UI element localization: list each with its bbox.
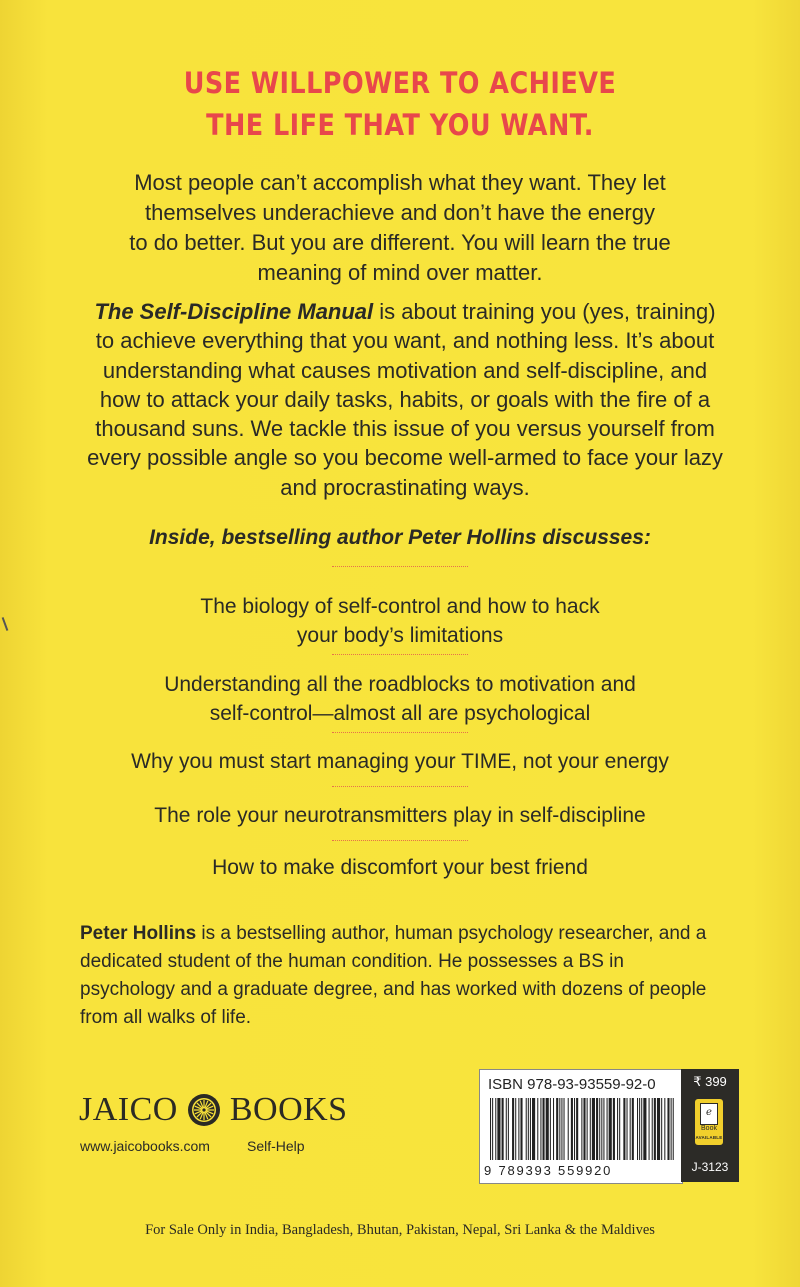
description-line [60, 297, 750, 326]
intro-line: Most people can’t accomplish what they want. They let [134, 170, 666, 195]
ebook-icon [700, 1103, 718, 1125]
description-line: to achieve everything that you want, and nothing less. It’s about [95, 328, 715, 354]
barcode-bar [607, 1098, 608, 1160]
barcode-bar [613, 1098, 615, 1160]
barcode-bar [590, 1098, 591, 1160]
barcode-bar [641, 1098, 642, 1160]
barcode-bar [619, 1098, 620, 1160]
bullet-line: self-control—almost all are psychological [209, 702, 591, 725]
barcode-bar [559, 1098, 560, 1160]
barcode-bar [537, 1098, 538, 1160]
description-line: thousand suns. We tackle this issue of you versus yourself from [95, 416, 715, 442]
intro-paragraph [100, 168, 700, 288]
catalog-code: J-3123 [691, 1160, 729, 1174]
ebook-badge [695, 1099, 723, 1145]
barcode-bar [518, 1098, 519, 1160]
publisher-website[interactable]: www.jaicobooks.com [80, 1138, 210, 1154]
description-line: understanding what causes motivation and self-discipline, and [102, 357, 708, 383]
bullet-item [60, 670, 740, 728]
ebook-letter: e [706, 1107, 712, 1118]
barcode-bar [502, 1098, 504, 1160]
author-name: Peter Hollins [80, 923, 197, 944]
barcode-bar [490, 1098, 491, 1160]
barcode-bar [632, 1098, 634, 1160]
barcode-bar [508, 1098, 509, 1160]
barcode-bar [553, 1098, 554, 1160]
description-line: every possible angle so you become well-armed to face your lazy [87, 445, 723, 471]
barcode-bar [587, 1098, 588, 1160]
territory-notice: For Sale Only in India, Bangladesh, Bhutan, Pakistan, Nepal, Sri Lanka & the Maldives [145, 1222, 655, 1238]
barcode-bar [528, 1098, 529, 1160]
barcode-bar [643, 1098, 646, 1160]
barcode-icon [490, 1098, 674, 1164]
bullet-item [60, 801, 740, 830]
barcode-bar [661, 1098, 662, 1160]
barcode-bar [540, 1098, 541, 1160]
barcode-bar [657, 1098, 660, 1160]
barcode-bar [596, 1098, 598, 1160]
intro-line: to do better. But you are different. You will learn the true [129, 230, 671, 255]
barcode-bar [652, 1098, 653, 1160]
description-line: how to attack your daily tasks, habits, or goals with the fire of a [99, 386, 711, 412]
intro-line: themselves underachieve and don’t have the energy [144, 200, 655, 225]
barcode-bar [673, 1098, 674, 1160]
barcode-bar [592, 1098, 595, 1160]
barcode-bar [609, 1098, 612, 1160]
barcode-bar [574, 1098, 575, 1160]
barcode-panel [479, 1069, 683, 1184]
divider [332, 786, 468, 787]
chakra-emblem-icon [186, 1092, 222, 1128]
bullet-item [60, 853, 740, 882]
barcode-bar [556, 1098, 558, 1160]
barcode-bar [526, 1098, 527, 1160]
barcode-bar [530, 1098, 531, 1160]
barcode-bar [515, 1098, 516, 1160]
barcode-bar [506, 1098, 507, 1160]
bullet-item [60, 592, 740, 650]
barcode-bar [654, 1098, 656, 1160]
headline-line-1: USE WILLPOWER TO ACHIEVE [183, 66, 617, 100]
barcode-bar [497, 1098, 500, 1160]
bullet-line: The role your neurotransmitters play in self-discipline [154, 804, 646, 827]
barcode-digits: 9 789393 559920 [484, 1163, 613, 1178]
bullet-line: Understanding all the roadblocks to motivation and [164, 673, 636, 696]
price-panel [681, 1069, 739, 1182]
barcode-bar [623, 1098, 625, 1160]
edge-mark [2, 617, 9, 631]
barcode-bar [583, 1098, 585, 1160]
barcode-bar [617, 1098, 618, 1160]
barcode-bar [627, 1098, 628, 1160]
barcode-bar [564, 1098, 565, 1160]
barcode-bar [649, 1098, 650, 1160]
barcode-bar [637, 1098, 638, 1160]
author-bio [80, 920, 720, 1032]
barcode-bar [561, 1098, 562, 1160]
divider [332, 732, 468, 733]
barcode-bar [495, 1098, 496, 1160]
barcode-bar [520, 1098, 522, 1160]
barcode-bar [601, 1098, 602, 1160]
barcode-bar [630, 1098, 631, 1160]
publisher-name-right: BOOKS [229, 1091, 348, 1128]
price-label: ₹ 399 [693, 1074, 727, 1089]
book-title: The Self-Discipline Manual [94, 299, 374, 324]
bullet-line: How to make discomfort your best friend [212, 856, 588, 879]
barcode-bar [576, 1098, 578, 1160]
divider [332, 840, 468, 841]
isbn-label: ISBN 978-93-93559-92-0 [488, 1076, 656, 1093]
barcode-bar [603, 1098, 604, 1160]
description-text: is about training you (yes, training) [373, 299, 716, 324]
barcode-bar [543, 1098, 545, 1160]
description-line: and procrastinating ways. [280, 474, 530, 500]
publisher-name-left: JAICO [79, 1091, 178, 1128]
ebook-available-label: AVAILABLE [695, 1135, 723, 1140]
barcode-bar [599, 1098, 600, 1160]
divider [332, 566, 468, 567]
barcode-bar [512, 1098, 514, 1160]
barcode-bar [664, 1098, 665, 1160]
author-bio-text: is a bestselling author, human psychology researcher, and a dedicated student of the human condition. He possesses a BS in psychology and a graduate degree, and has worked with dozens of people from all walks of life. [80, 923, 707, 1028]
ebook-label: Book [701, 1125, 717, 1132]
barcode-bar [571, 1098, 573, 1160]
bullet-line: The biology of self-control and how to hack [200, 595, 600, 618]
barcode-bar [667, 1098, 669, 1160]
category-label: Self-Help [247, 1138, 305, 1154]
barcode-bar [532, 1098, 535, 1160]
barcode-bar [568, 1098, 569, 1160]
barcode-bar [639, 1098, 640, 1160]
bullet-line: your body’s limitations [296, 624, 504, 647]
bullet-line: Why you must start managing your TIME, not your energy [131, 750, 669, 773]
publisher-logo [79, 1090, 348, 1130]
barcode-bar [546, 1098, 549, 1160]
bullet-item [60, 747, 740, 776]
barcode-bar [671, 1098, 672, 1160]
barcode-bar [581, 1098, 582, 1160]
barcode-bar [550, 1098, 551, 1160]
barcode-bar [492, 1098, 493, 1160]
description-paragraph [60, 297, 750, 502]
headline-line-2: THE LIFE THAT YOU WANT. [206, 108, 594, 142]
intro-line: meaning of mind over matter. [257, 260, 543, 285]
divider [332, 654, 468, 655]
inside-heading: Inside, bestselling author Peter Hollins discusses: [149, 526, 651, 549]
headline [48, 62, 752, 146]
